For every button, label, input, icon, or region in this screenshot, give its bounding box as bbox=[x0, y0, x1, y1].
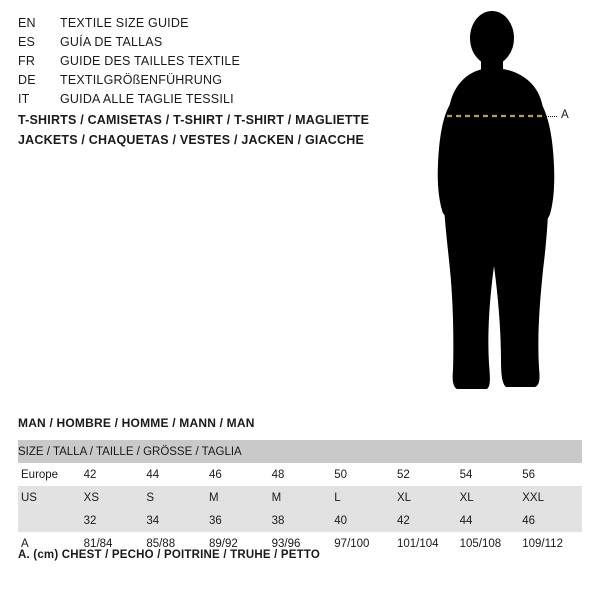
table-cell: 109/112 bbox=[519, 532, 582, 555]
category-tshirts: T-SHIRTS / CAMISETAS / T-SHIRT / T-SHIRT / MAGLIETTE bbox=[18, 113, 370, 127]
table-cell: XXL bbox=[519, 486, 582, 509]
language-code: DE bbox=[18, 73, 36, 87]
size-table-wrapper bbox=[18, 440, 582, 555]
table-cell: 93/96 bbox=[269, 532, 332, 555]
language-row bbox=[18, 52, 348, 71]
language-row bbox=[18, 71, 348, 90]
size-table bbox=[18, 440, 582, 555]
measure-leader-line bbox=[543, 116, 557, 117]
table-cell: S bbox=[143, 486, 206, 509]
table-cell: 44 bbox=[457, 509, 520, 532]
table-cell: 85/88 bbox=[143, 532, 206, 555]
table-cell: 36 bbox=[206, 509, 269, 532]
table-cell: XL bbox=[394, 486, 457, 509]
male-silhouette-figure bbox=[395, 8, 595, 398]
table-cell: 48 bbox=[269, 463, 332, 486]
table-cell: 105/108 bbox=[457, 532, 520, 555]
measure-label-a: A bbox=[561, 109, 569, 121]
table-header-row bbox=[18, 440, 582, 463]
table-cell: 81/84 bbox=[81, 532, 144, 555]
language-text: TEXTILGRÖßENFÜHRUNG bbox=[60, 73, 223, 87]
table-cell: 89/92 bbox=[206, 532, 269, 555]
language-row bbox=[18, 33, 348, 52]
language-text: GUIDE DES TAILLES TEXTILE bbox=[60, 54, 241, 68]
table-row bbox=[18, 509, 582, 532]
table-cell: XS bbox=[81, 486, 144, 509]
table-cell: 42 bbox=[81, 463, 144, 486]
table-cell: 54 bbox=[457, 463, 520, 486]
table-cell: M bbox=[206, 486, 269, 509]
table-cell: 40 bbox=[331, 509, 394, 532]
language-row bbox=[18, 14, 348, 33]
table-cell: 50 bbox=[331, 463, 394, 486]
language-code: ES bbox=[18, 35, 36, 49]
table-cell: XL bbox=[457, 486, 520, 509]
language-code: IT bbox=[18, 92, 30, 106]
language-code: FR bbox=[18, 54, 36, 68]
table-header-label: SIZE / TALLA / TAILLE / GRÖSSE / TAGLIA bbox=[18, 440, 582, 463]
table-cell: 38 bbox=[269, 509, 332, 532]
language-code: EN bbox=[18, 16, 36, 30]
row-label bbox=[18, 509, 81, 532]
table-cell: 97/100 bbox=[331, 532, 394, 555]
table-cell: L bbox=[331, 486, 394, 509]
language-text: TEXTILE SIZE GUIDE bbox=[60, 16, 189, 30]
category-jackets: JACKETS / CHAQUETAS / VESTES / JACKEN / GIACCHE bbox=[18, 133, 365, 147]
table-cell: 46 bbox=[519, 509, 582, 532]
table-cell: M bbox=[269, 486, 332, 509]
language-text: GUÍA DE TALLAS bbox=[60, 35, 163, 49]
table-cell: 32 bbox=[81, 509, 144, 532]
table-cell: 101/104 bbox=[394, 532, 457, 555]
table-cell: 42 bbox=[394, 509, 457, 532]
table-cell: 46 bbox=[206, 463, 269, 486]
section-label-man: MAN / HOMBRE / HOMME / MANN / MAN bbox=[18, 416, 255, 430]
category-list bbox=[18, 110, 378, 150]
language-row bbox=[18, 90, 348, 109]
table-row bbox=[18, 486, 582, 509]
language-list bbox=[18, 14, 348, 109]
table-row bbox=[18, 463, 582, 486]
row-label: Europe bbox=[18, 463, 81, 486]
silhouette-icon bbox=[395, 8, 595, 398]
language-text: GUIDA ALLE TAGLIE TESSILI bbox=[60, 92, 234, 106]
table-cell: 34 bbox=[143, 509, 206, 532]
table-cell: 56 bbox=[519, 463, 582, 486]
table-cell: 44 bbox=[143, 463, 206, 486]
footer-note: A. (cm) CHEST / PECHO / POITRINE / TRUHE / PETTO bbox=[18, 549, 321, 561]
row-label: A bbox=[18, 532, 81, 555]
row-label: US bbox=[18, 486, 81, 509]
table-cell: 52 bbox=[394, 463, 457, 486]
